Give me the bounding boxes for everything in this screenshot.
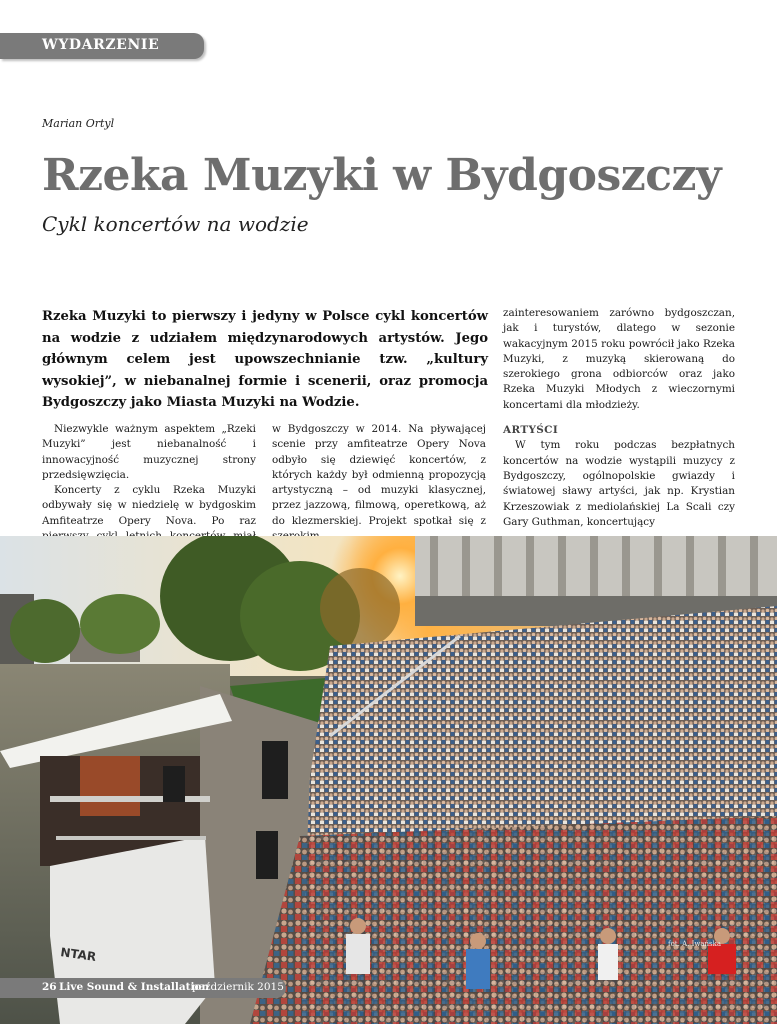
boat-lettering: NTAR — [59, 945, 98, 964]
magazine-name: Live Sound & Installation — [59, 981, 210, 993]
body-paragraph: Niezwykle ważnym aspektem „Rzeki Muzyki” jest niebanalność i innowacyjność muzycznej strony przedsięwzięcia. — [42, 423, 256, 481]
section-heading-artists: ARTYŚCI — [503, 424, 559, 437]
article-title: Rzeka Muzyki w Bydgoszczy — [42, 150, 722, 201]
text-column-2 — [272, 422, 486, 544]
author-name: Marian Ortyl — [42, 117, 115, 130]
section-label: WYDARZENIE — [42, 37, 160, 53]
issue-date: październik 2015 — [192, 981, 284, 993]
concert-scene-illustration — [0, 536, 777, 1024]
article-subtitle: Cykl koncertów na wodzie — [42, 212, 309, 236]
text-column-3 — [503, 306, 735, 530]
lead-paragraph: Rzeka Muzyki to pierwszy i jedyny w Polsce cykl koncertów na wodzie z udziałem międzynarodowych artystów. Jego głównym celem jest upowszechnianie tzw. „kultury wysokiej”, w niebanalnej formie i scenerii, oraz promocja Bydgoszczy jako Miasta Muzyki na Wodzie. — [42, 309, 488, 410]
body-paragraph: Koncerty z cyklu Rzeka Muzyki odbywały się w niedzielę w bydgoskim Amfiteatrze Opery Nova. Po raz — [42, 484, 256, 527]
concert-photo — [0, 536, 777, 1024]
photo-credit: fot. A. Iwańska — [668, 940, 722, 948]
page-footer — [0, 978, 286, 998]
body-paragraph: W tym roku podczas bezpłatnych koncertów na wodzie wystąpili muzycy z Bydgoszczy, ogólnopolskie gwiazdy i światowej sławy artyści, jak np. Krystian Krzeszowiak z mediolańskiej La Scali czy Gary Guthman, koncertujący — [503, 439, 735, 528]
body-paragraph: w Bydgoszczy w 2014. Na pływającej scenie przy amfiteatrze Opery Nova odbyło się dziewięć koncertów, z których każdy był odmienną propozycją artystyczną – od muzyki klasycznej, przez jazzową, filmową, operetkową, aż do klezmerskiej. Projekt spotkał się z — [272, 423, 486, 527]
section-tab — [0, 33, 204, 59]
page-number: 26 — [42, 981, 57, 993]
body-paragraph: zainteresowaniem zarówno bydgoszczan, jak i turystów, dlatego w sezonie wakacyjnym 2015 roku powrócił jako Rzeka Muzyki, z muzyką skierowaną do szerokiego grona odbiorców oraz jako Rzeka Muzyki Młodych z wieczornymi koncertami dla młodzieży. — [503, 307, 735, 411]
